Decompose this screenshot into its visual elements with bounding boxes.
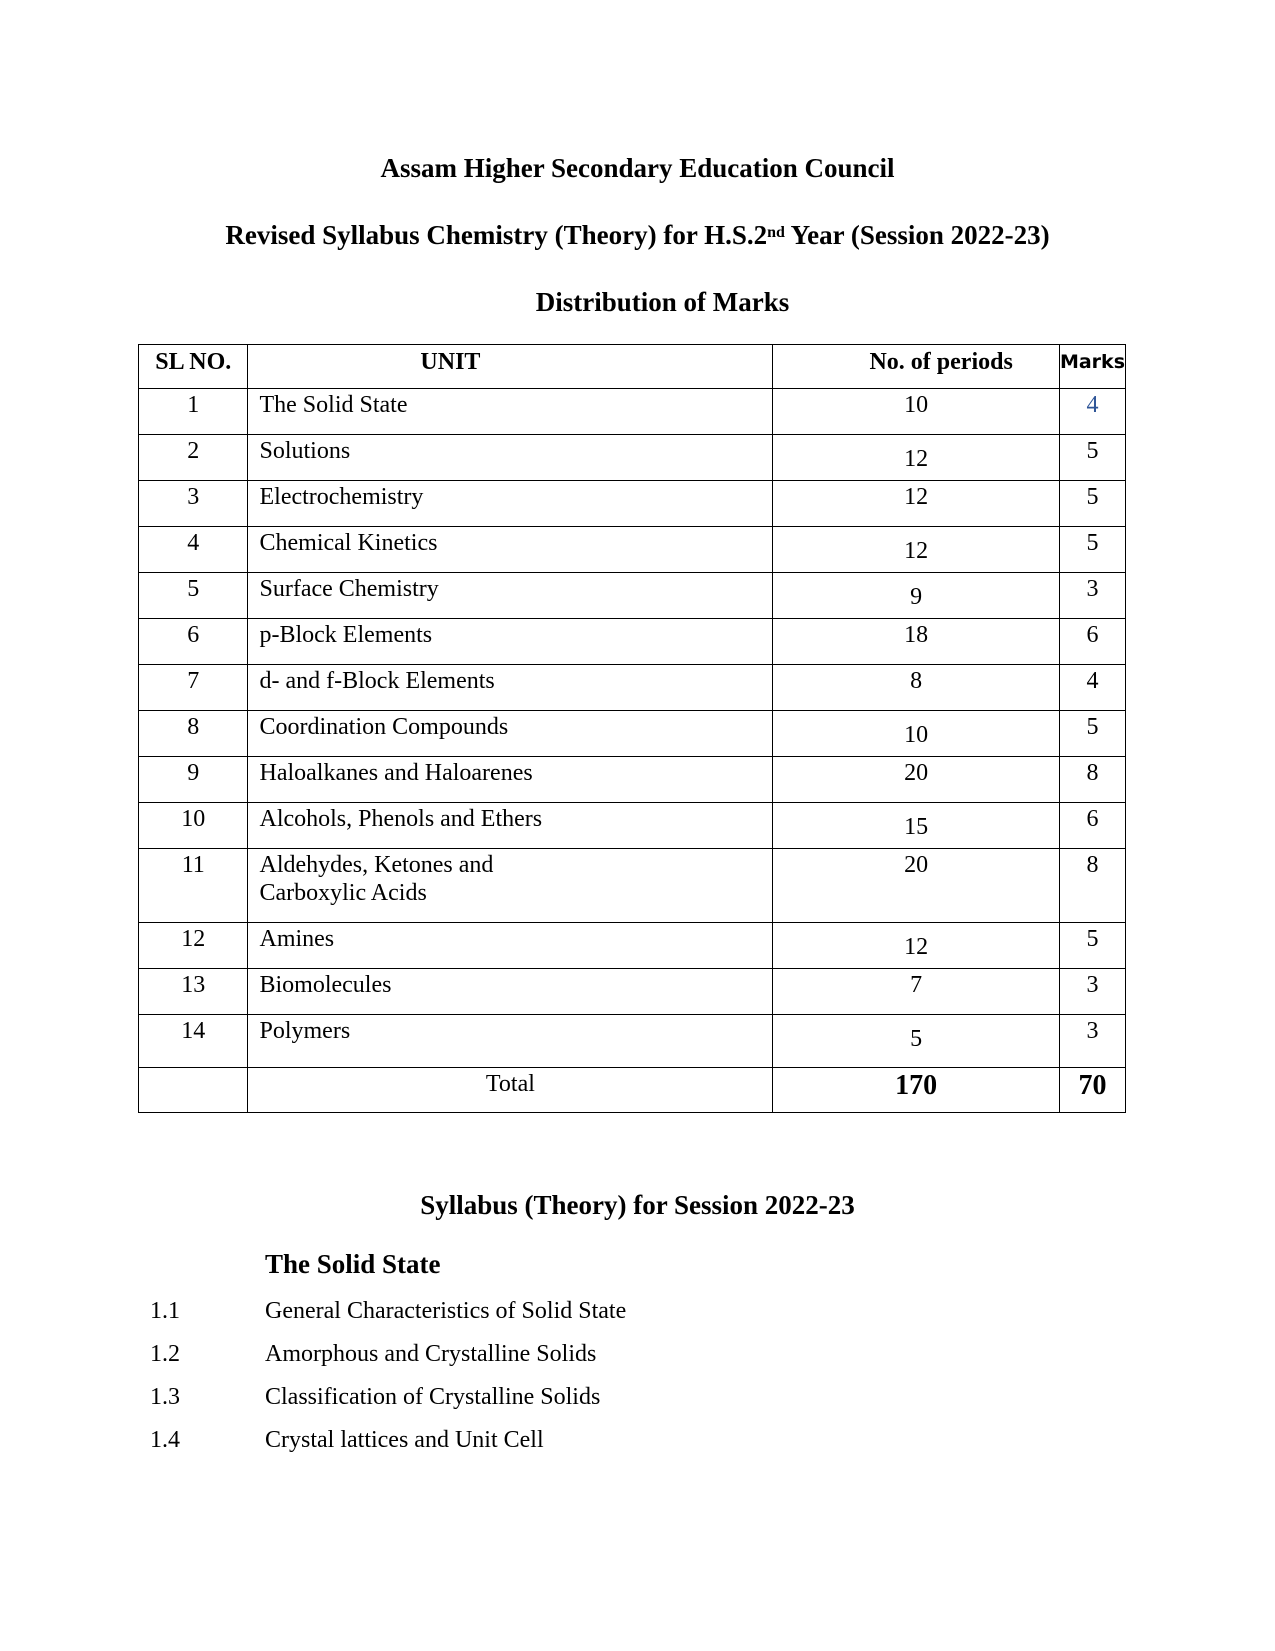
- table-row: [139, 969, 1126, 1015]
- cell-unit: Coordination Compounds: [248, 711, 773, 757]
- cell-periods: 10: [773, 389, 1060, 435]
- table-row: [139, 435, 1126, 481]
- table-row: [139, 665, 1126, 711]
- cell-sl: 9: [139, 757, 248, 803]
- header-marks: Marks: [1059, 345, 1125, 389]
- cell-marks: 5: [1059, 527, 1125, 573]
- cell-unit: Biomolecules: [248, 969, 773, 1015]
- cell-unit: Electrochemistry: [248, 481, 773, 527]
- periods-value: 15: [904, 814, 929, 840]
- cell-sl: 6: [139, 619, 248, 665]
- periods-value: 5: [910, 1026, 923, 1052]
- cell-sl: 4: [139, 527, 248, 573]
- periods-value: 12: [904, 934, 929, 960]
- cell-periods: [773, 803, 1060, 849]
- syllabus-theory-heading: Syllabus (Theory) for Session 2022-23: [420, 1190, 855, 1220]
- cell-periods: [773, 435, 1060, 481]
- cell-unit: Surface Chemistry: [248, 573, 773, 619]
- total-marks-cell: [1059, 1068, 1125, 1113]
- cell-sl: 5: [139, 573, 248, 619]
- cell-unit: The Solid State: [248, 389, 773, 435]
- cell-unit: Chemical Kinetics: [248, 527, 773, 573]
- table-row: [139, 527, 1126, 573]
- cell-marks: 4: [1059, 389, 1125, 435]
- cell-marks: 6: [1059, 619, 1125, 665]
- table-row: [139, 849, 1126, 923]
- topic-item: [150, 1425, 544, 1455]
- unit-title: The Solid State: [265, 1249, 441, 1279]
- periods-value: 12: [904, 538, 929, 564]
- cell-unit: Haloalkanes and Haloarenes: [248, 757, 773, 803]
- cell-periods: [773, 923, 1060, 969]
- ordinal-suffix: nd: [767, 224, 785, 241]
- cell-marks: 4: [1059, 665, 1125, 711]
- total-marks: 70: [1078, 1070, 1107, 1101]
- cell-periods: 20: [773, 849, 1060, 923]
- cell-marks: 5: [1059, 923, 1125, 969]
- cell-periods: 18: [773, 619, 1060, 665]
- cell-unit: d- and f-Block Elements: [248, 665, 773, 711]
- header-sl-no: SL NO.: [139, 345, 248, 389]
- table-row: [139, 803, 1126, 849]
- table-row: [139, 389, 1126, 435]
- table-row: [139, 923, 1126, 969]
- periods-value: 10: [904, 722, 929, 748]
- table-row: [139, 481, 1126, 527]
- cell-periods: [773, 573, 1060, 619]
- table-row: [139, 1015, 1126, 1068]
- cell-marks: 6: [1059, 803, 1125, 849]
- topic-text: Amorphous and Crystalline Solids: [265, 1341, 597, 1367]
- topic-item: [150, 1296, 626, 1326]
- topic-text: Classification of Crystalline Solids: [265, 1384, 601, 1410]
- cell-unit: Amines: [248, 923, 773, 969]
- cell-marks: 3: [1059, 573, 1125, 619]
- total-periods-cell: [773, 1068, 1060, 1113]
- cell-sl-empty: [139, 1068, 248, 1113]
- cell-unit: Alcohols, Phenols and Ethers: [248, 803, 773, 849]
- unit-line-2: Carboxylic Acids: [259, 880, 427, 906]
- syllabus-heading-post: Year (Session 2022-23): [784, 220, 1050, 250]
- cell-unit: Polymers: [248, 1015, 773, 1068]
- document-title: Assam Higher Secondary Education Council: [380, 153, 895, 183]
- cell-sl: 7: [139, 665, 248, 711]
- cell-sl: 2: [139, 435, 248, 481]
- header-unit: UNIT: [248, 345, 773, 389]
- cell-sl: 14: [139, 1015, 248, 1068]
- periods-value: 9: [910, 584, 923, 610]
- cell-periods: [773, 1015, 1060, 1068]
- cell-marks: 3: [1059, 1015, 1125, 1068]
- cell-sl: 11: [139, 849, 248, 923]
- syllabus-heading: [0, 218, 1275, 252]
- table-row: [139, 573, 1126, 619]
- topic-number: 1.3: [150, 1384, 180, 1410]
- cell-marks: 5: [1059, 481, 1125, 527]
- cell-sl: 12: [139, 923, 248, 969]
- cell-periods: 8: [773, 665, 1060, 711]
- total-periods: 170: [895, 1070, 938, 1101]
- syllabus-heading-pre: Revised Syllabus Chemistry (Theory) for H.S.2: [225, 220, 768, 250]
- cell-marks: 3: [1059, 969, 1125, 1015]
- table-row: [139, 619, 1126, 665]
- topic-text: Crystal lattices and Unit Cell: [265, 1427, 544, 1453]
- cell-unit: [248, 849, 773, 923]
- cell-sl: 13: [139, 969, 248, 1015]
- table-total-row: [139, 1068, 1126, 1113]
- marks-table: [138, 344, 1126, 1113]
- cell-sl: 3: [139, 481, 248, 527]
- distribution-heading: Distribution of Marks: [535, 287, 790, 317]
- total-label: Total: [248, 1068, 773, 1113]
- cell-periods: [773, 527, 1060, 573]
- cell-unit: p-Block Elements: [248, 619, 773, 665]
- topic-number: 1.4: [150, 1427, 180, 1453]
- table-header-row: [139, 345, 1126, 389]
- cell-marks: 8: [1059, 849, 1125, 923]
- cell-marks: 5: [1059, 711, 1125, 757]
- cell-sl: 8: [139, 711, 248, 757]
- table-row: [139, 711, 1126, 757]
- topic-number: 1.2: [150, 1341, 180, 1367]
- cell-marks: 5: [1059, 435, 1125, 481]
- cell-periods: 20: [773, 757, 1060, 803]
- cell-unit: Solutions: [248, 435, 773, 481]
- cell-periods: [773, 711, 1060, 757]
- topic-text: General Characteristics of Solid State: [265, 1298, 627, 1324]
- header-periods: No. of periods: [773, 345, 1060, 389]
- unit-line-1: Aldehydes, Ketones and: [259, 852, 494, 878]
- cell-periods: 7: [773, 969, 1060, 1015]
- table-row: [139, 757, 1126, 803]
- cell-sl: 10: [139, 803, 248, 849]
- periods-value: 12: [904, 446, 929, 472]
- topic-number: 1.1: [150, 1298, 180, 1324]
- cell-marks: 8: [1059, 757, 1125, 803]
- cell-sl: 1: [139, 389, 248, 435]
- topic-item: [150, 1382, 600, 1412]
- topic-item: [150, 1339, 596, 1369]
- cell-periods: 12: [773, 481, 1060, 527]
